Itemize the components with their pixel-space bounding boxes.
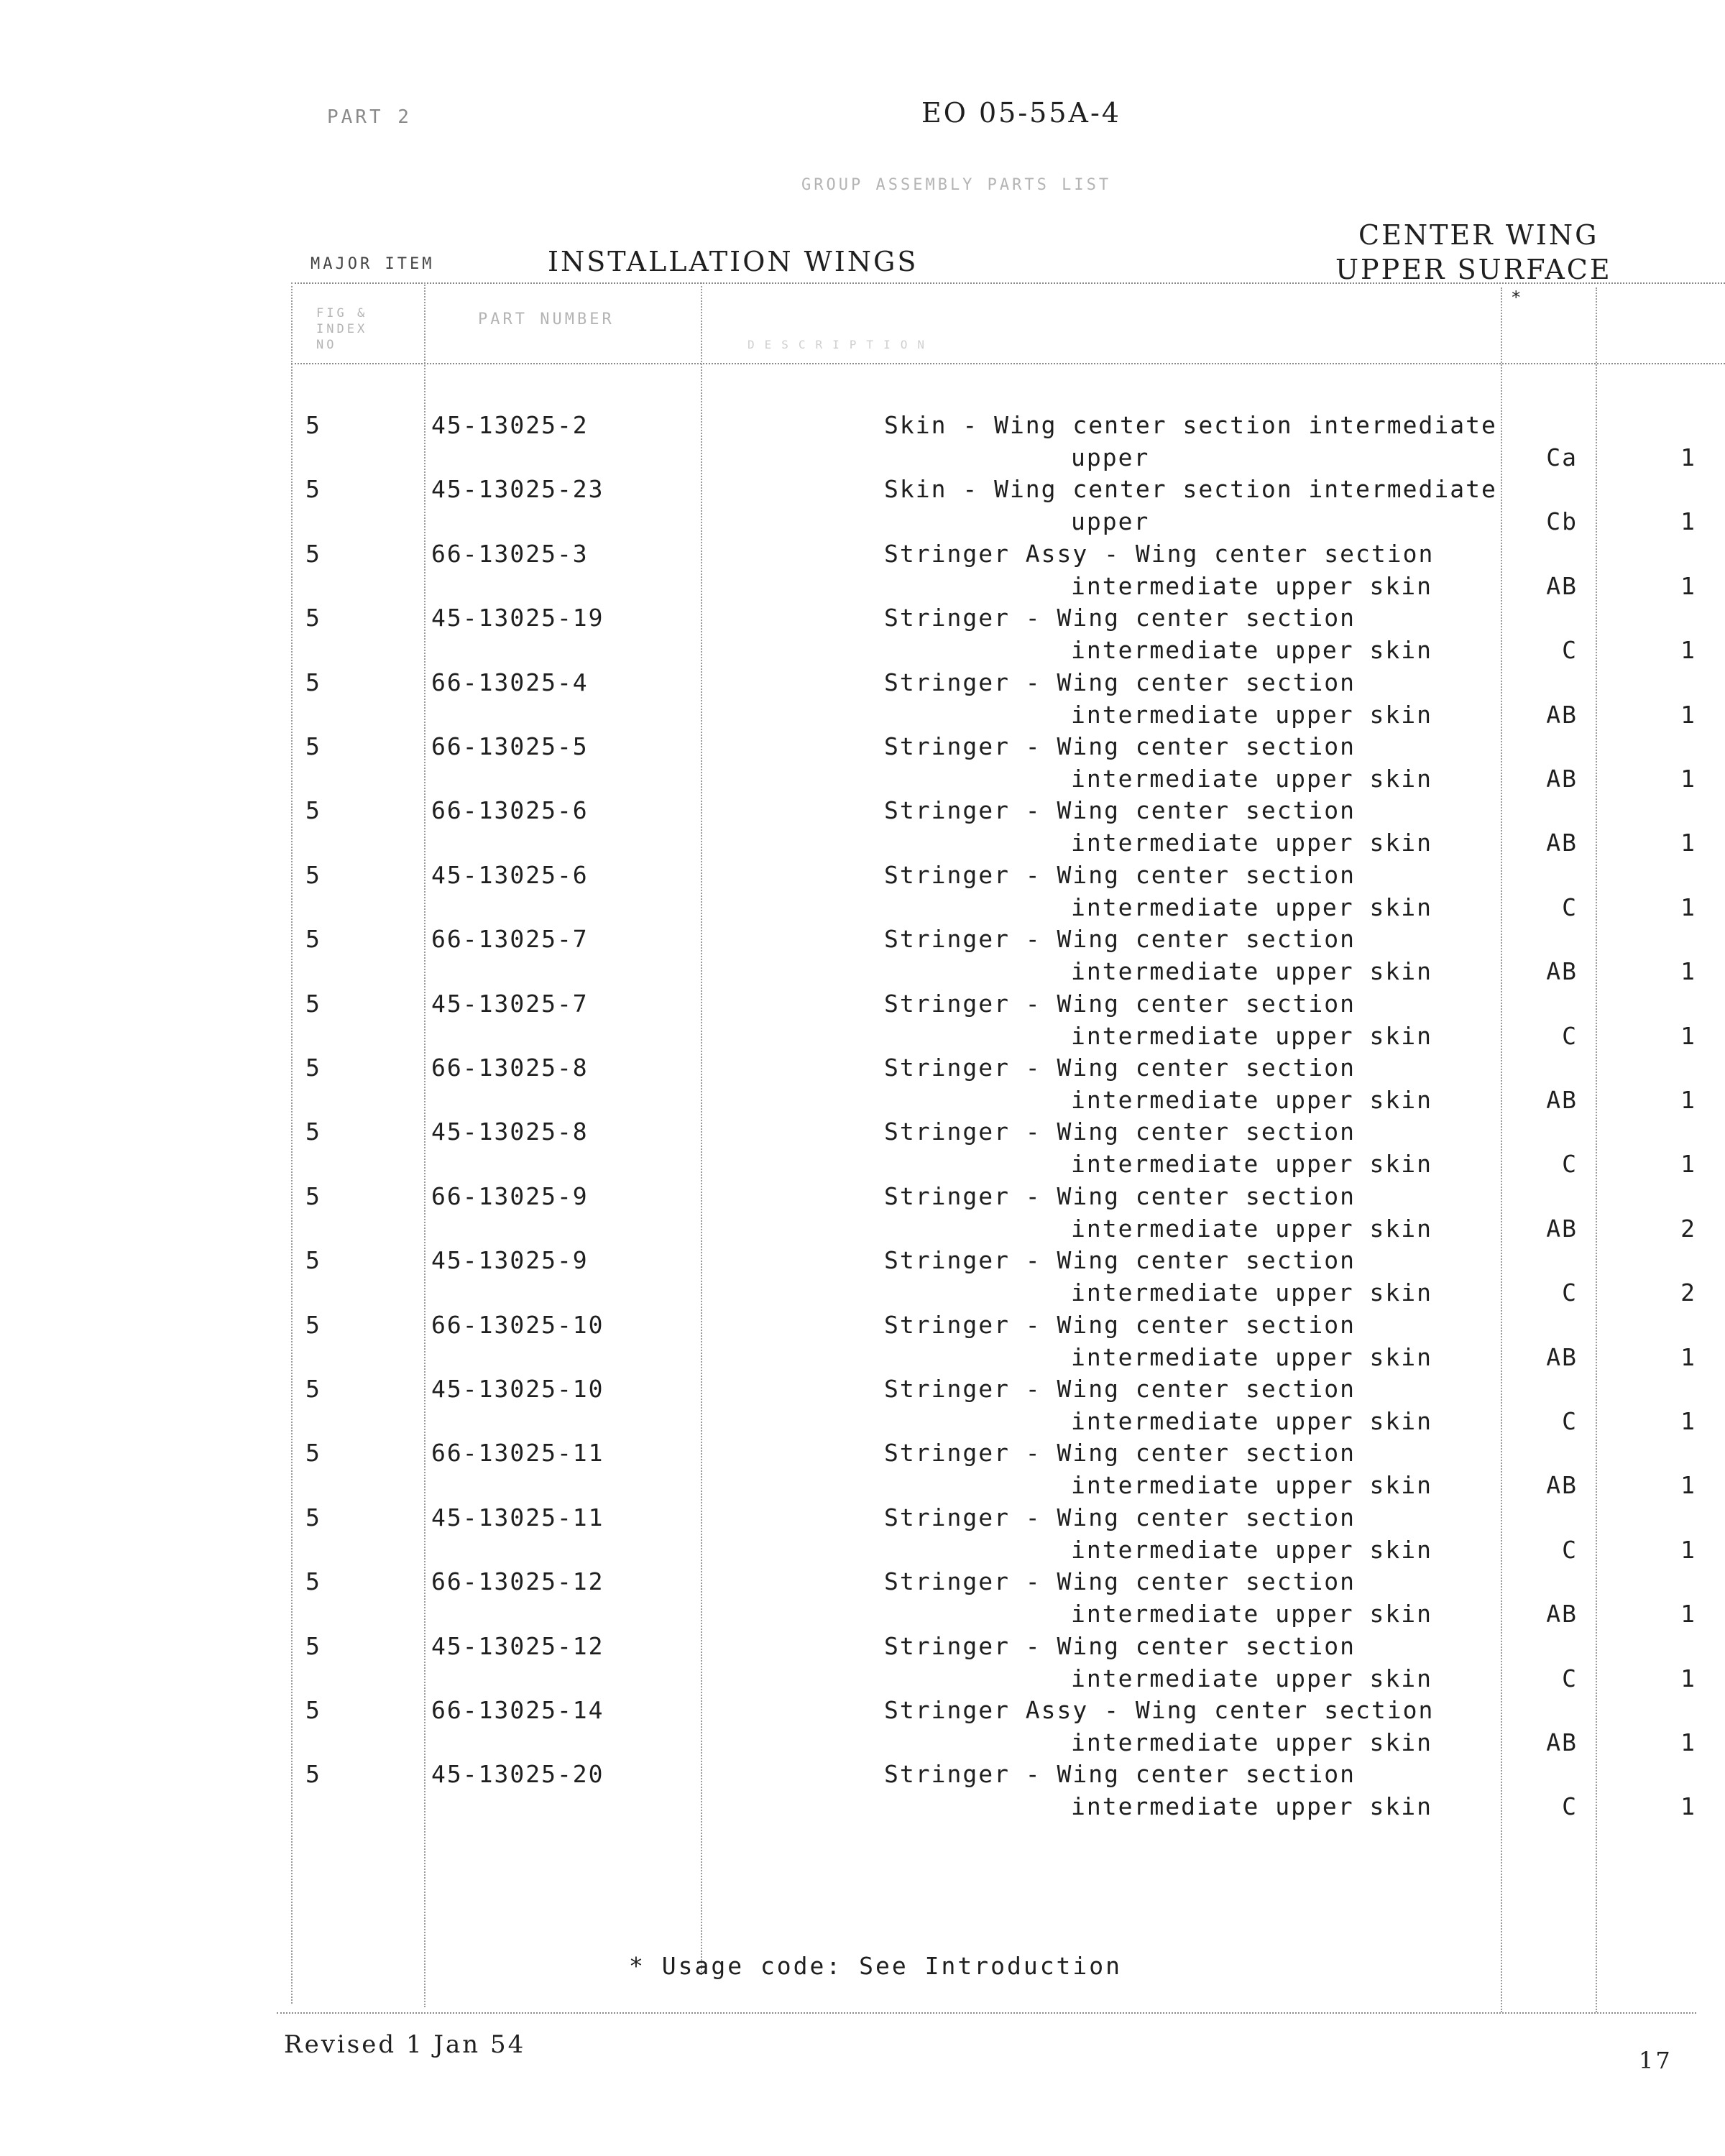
index-cell: 5: [305, 1503, 321, 1531]
index-cell: 5: [305, 1375, 321, 1403]
quantity-cell: 1: [1680, 1407, 1696, 1435]
table-row: [0, 1246, 1725, 1311]
footnote: * Usage code: See Introduction: [629, 1952, 1123, 1980]
part-number-cell: 45-13025-2: [431, 411, 589, 439]
index-cell: 5: [305, 1632, 321, 1660]
description-line2: intermediate upper skin: [1071, 1792, 1432, 1820]
part-label: PART 2: [327, 106, 412, 128]
table-row: [0, 796, 1725, 861]
quantity-cell: 1: [1680, 1728, 1696, 1756]
usage-code-cell: C: [1562, 893, 1578, 921]
usage-code-cell: AB: [1546, 1343, 1578, 1371]
column-header-index: FIG & INDEX NO: [316, 306, 368, 352]
table-row: [0, 475, 1725, 540]
usage-code-cell: C: [1562, 1022, 1578, 1050]
index-cell: 5: [305, 925, 321, 953]
usage-code-cell: AB: [1546, 1086, 1578, 1114]
table-row: [0, 540, 1725, 604]
group-title: GROUP ASSEMBLY PARTS LIST: [801, 176, 1112, 194]
description-line2: upper: [1071, 443, 1150, 471]
index-cell: 5: [305, 1118, 321, 1146]
part-number-cell: 45-13025-7: [431, 990, 589, 1018]
page-number: 17: [1639, 2047, 1673, 2074]
description-line1: Stringer - Wing center section: [884, 861, 1356, 889]
table-row: [0, 732, 1725, 797]
revision-date: Revised 1 Jan 54: [284, 2030, 526, 2059]
description-line1: Stringer - Wing center section: [884, 732, 1356, 760]
usage-code-cell: Cb: [1546, 507, 1578, 535]
description-line1: Skin - Wing center section intermediate: [884, 411, 1497, 439]
description-line2: intermediate upper skin: [1071, 1150, 1432, 1178]
index-cell: 5: [305, 861, 321, 889]
description-line1: Skin - Wing center section intermediate: [884, 475, 1497, 503]
quantity-cell: 1: [1680, 893, 1696, 921]
usage-code-cell: AB: [1546, 1728, 1578, 1756]
usage-code-cell: C: [1562, 1792, 1578, 1820]
doc-number: EO 05-55A-4: [921, 97, 1121, 129]
part-number-cell: 66-13025-5: [431, 732, 589, 760]
quantity-cell: 1: [1680, 1600, 1696, 1628]
description-line2: intermediate upper skin: [1071, 1536, 1432, 1564]
table-row: [0, 1182, 1725, 1247]
usage-code-cell: C: [1562, 1536, 1578, 1564]
table-row: [0, 861, 1725, 926]
quantity-cell: 1: [1680, 829, 1696, 857]
description-line1: Stringer Assy - Wing center section: [884, 540, 1435, 568]
description-line1: Stringer - Wing center section: [884, 1760, 1356, 1788]
description-line1: Stringer - Wing center section: [884, 1439, 1356, 1467]
usage-code-cell: AB: [1546, 572, 1578, 600]
description-line2: intermediate upper skin: [1071, 701, 1432, 729]
description-line1: Stringer - Wing center section: [884, 1246, 1356, 1274]
description-line1: Stringer - Wing center section: [884, 990, 1356, 1018]
description-line2: intermediate upper skin: [1071, 957, 1432, 985]
usage-code-star: *: [1511, 287, 1522, 308]
table-bottom-rule: [277, 2012, 1696, 2014]
quantity-cell: 1: [1680, 443, 1696, 471]
quantity-cell: 1: [1680, 765, 1696, 793]
part-number-cell: 66-13025-8: [431, 1054, 589, 1082]
part-number-cell: 45-13025-19: [431, 604, 604, 632]
quantity-cell: 1: [1680, 1471, 1696, 1499]
description-line2: intermediate upper skin: [1071, 1664, 1432, 1692]
description-line2: intermediate upper skin: [1071, 1086, 1432, 1114]
index-cell: 5: [305, 1054, 321, 1082]
usage-code-cell: C: [1562, 1407, 1578, 1435]
quantity-cell: 1: [1680, 636, 1696, 664]
usage-code-cell: AB: [1546, 957, 1578, 985]
table-row: [0, 1760, 1725, 1825]
section-title-line2: UPPER SURFACE: [1335, 254, 1612, 285]
quantity-cell: 1: [1680, 1022, 1696, 1050]
description-line2: intermediate upper skin: [1071, 765, 1432, 793]
quantity-cell: 1: [1680, 1536, 1696, 1564]
usage-code-cell: AB: [1546, 1471, 1578, 1499]
part-number-cell: 66-13025-12: [431, 1567, 604, 1595]
description-line2: intermediate upper skin: [1071, 893, 1432, 921]
usage-code-cell: C: [1562, 636, 1578, 664]
table-row: [0, 925, 1725, 990]
quantity-cell: 1: [1680, 572, 1696, 600]
quantity-cell: 1: [1680, 701, 1696, 729]
description-line2: intermediate upper skin: [1071, 1343, 1432, 1371]
index-cell: 5: [305, 1439, 321, 1467]
table-row: [0, 1118, 1725, 1182]
index-cell: 5: [305, 1311, 321, 1339]
description-line2: intermediate upper skin: [1071, 1407, 1432, 1435]
description-line1: Stringer - Wing center section: [884, 1567, 1356, 1595]
table-row: [0, 604, 1725, 668]
description-line2: intermediate upper skin: [1071, 572, 1432, 600]
description-line1: Stringer - Wing center section: [884, 796, 1356, 824]
description-line2: intermediate upper skin: [1071, 636, 1432, 664]
part-number-cell: 66-13025-10: [431, 1311, 604, 1339]
table-row: [0, 411, 1725, 476]
part-number-cell: 45-13025-9: [431, 1246, 589, 1274]
table-row: [0, 1503, 1725, 1568]
description-line2: intermediate upper skin: [1071, 1728, 1432, 1756]
part-number-cell: 66-13025-4: [431, 668, 589, 696]
major-item-label: MAJOR ITEM: [310, 255, 435, 273]
index-cell: 5: [305, 1182, 321, 1210]
table-row: [0, 990, 1725, 1054]
part-number-cell: 66-13025-6: [431, 796, 589, 824]
table-row: [0, 1632, 1725, 1697]
quantity-cell: 1: [1680, 1150, 1696, 1178]
index-cell: 5: [305, 1567, 321, 1595]
quantity-cell: 1: [1680, 1343, 1696, 1371]
index-cell: 5: [305, 1246, 321, 1274]
quantity-cell: 1: [1680, 1792, 1696, 1820]
index-cell: 5: [305, 668, 321, 696]
column-header-part-number: PART NUMBER: [478, 310, 615, 328]
table-row: [0, 1311, 1725, 1376]
description-line2: intermediate upper skin: [1071, 1215, 1432, 1243]
index-cell: 5: [305, 411, 321, 439]
index-cell: 5: [305, 604, 321, 632]
usage-code-cell: AB: [1546, 1215, 1578, 1243]
description-line1: Stringer - Wing center section: [884, 1503, 1356, 1531]
index-cell: 5: [305, 540, 321, 568]
description-line1: Stringer - Wing center section: [884, 1375, 1356, 1403]
part-number-cell: 45-13025-8: [431, 1118, 589, 1146]
quantity-cell: 1: [1680, 1086, 1696, 1114]
description-line2: intermediate upper skin: [1071, 1471, 1432, 1499]
quantity-cell: 2: [1680, 1279, 1696, 1307]
description-line1: Stringer - Wing center section: [884, 1118, 1356, 1146]
part-number-cell: 66-13025-7: [431, 925, 589, 953]
part-number-cell: 66-13025-14: [431, 1696, 604, 1724]
quantity-cell: 1: [1680, 507, 1696, 535]
part-number-cell: 45-13025-11: [431, 1503, 604, 1531]
table-row: [0, 1567, 1725, 1632]
usage-code-cell: C: [1562, 1150, 1578, 1178]
description-line1: Stringer - Wing center section: [884, 604, 1356, 632]
usage-code-cell: AB: [1546, 829, 1578, 857]
description-line2: intermediate upper skin: [1071, 1600, 1432, 1628]
usage-code-cell: AB: [1546, 1600, 1578, 1628]
table-row: [0, 1054, 1725, 1118]
description-line2: intermediate upper skin: [1071, 829, 1432, 857]
part-number-cell: 45-13025-12: [431, 1632, 604, 1660]
part-number-cell: 45-13025-23: [431, 475, 604, 503]
table-row: [0, 668, 1725, 733]
description-line1: Stringer - Wing center section: [884, 1632, 1356, 1660]
usage-code-cell: Ca: [1546, 443, 1578, 471]
table-row: [0, 1696, 1725, 1761]
part-number-cell: 45-13025-10: [431, 1375, 604, 1403]
part-number-cell: 66-13025-11: [431, 1439, 604, 1467]
part-number-cell: 66-13025-9: [431, 1182, 589, 1210]
description-line1: Stringer Assy - Wing center section: [884, 1696, 1435, 1724]
part-number-cell: 45-13025-6: [431, 861, 589, 889]
quantity-cell: 1: [1680, 957, 1696, 985]
description-line2: intermediate upper skin: [1071, 1022, 1432, 1050]
part-number-cell: 45-13025-20: [431, 1760, 604, 1788]
description-line1: Stringer - Wing center section: [884, 1182, 1356, 1210]
usage-code-cell: C: [1562, 1664, 1578, 1692]
usage-code-cell: C: [1562, 1279, 1578, 1307]
section-title-line1: CENTER WING: [1358, 219, 1599, 251]
index-cell: 5: [305, 796, 321, 824]
column-header-description: DESCRIPTION: [748, 338, 934, 351]
quantity-cell: 2: [1680, 1215, 1696, 1243]
description-line1: Stringer - Wing center section: [884, 1054, 1356, 1082]
usage-code-cell: AB: [1546, 701, 1578, 729]
description-line1: Stringer - Wing center section: [884, 668, 1356, 696]
description-line1: Stringer - Wing center section: [884, 925, 1356, 953]
index-cell: 5: [305, 990, 321, 1018]
quantity-cell: 1: [1680, 1664, 1696, 1692]
index-cell: 5: [305, 732, 321, 760]
description-line2: intermediate upper skin: [1071, 1279, 1432, 1307]
major-item-title: INSTALLATION WINGS: [548, 246, 919, 277]
description-line2: upper: [1071, 507, 1150, 535]
table-row: [0, 1439, 1725, 1503]
index-cell: 5: [305, 475, 321, 503]
description-line1: Stringer - Wing center section: [884, 1311, 1356, 1339]
table-row: [0, 1375, 1725, 1439]
usage-code-cell: AB: [1546, 765, 1578, 793]
part-number-cell: 66-13025-3: [431, 540, 589, 568]
index-cell: 5: [305, 1696, 321, 1724]
index-cell: 5: [305, 1760, 321, 1788]
